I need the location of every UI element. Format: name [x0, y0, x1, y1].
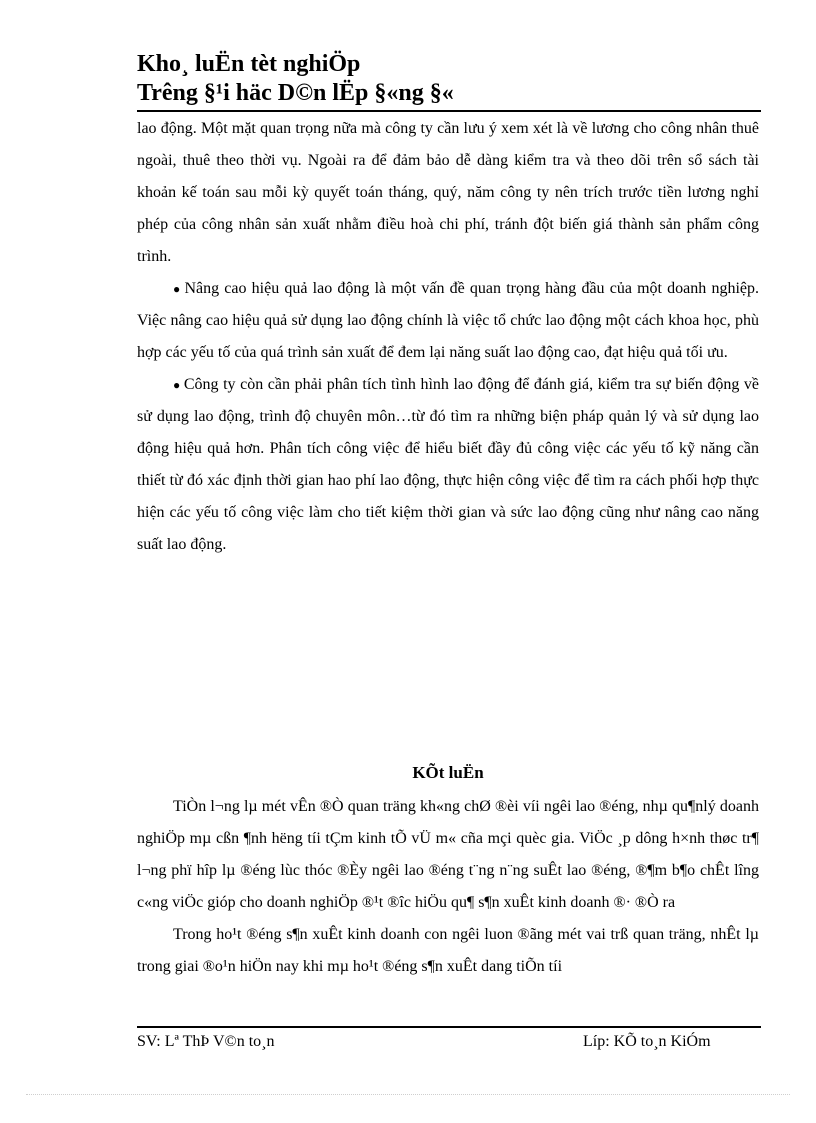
page-header — [137, 50, 761, 108]
header-divider — [137, 110, 761, 112]
footer-divider — [137, 1026, 761, 1028]
conclusion-paragraph-1: TiÒn l¬ng lµ mét vÊn ®Ò quan träng kh«ng chØ ®èi víi ngêi lao ®éng, nhµ qu¶nlý doanh nghiÖp mµ cßn ¶nh hëng tíi tÇm kinh tÕ vÜ m« cña mçi quèc gia. ViÖc ¸p dông h×nh thøc tr¶ l¬ng phï hîp lµ ®éng lùc thóc ®Èy ngêi lao ®éng t¨ng n¨ng suÊt lao ®éng, ®¶m b¶o chÊt lîng c«ng viÖc gióp cho doanh nghiÖp ®¹t ®îc hiÖu qu¶ s¶n xuÊt kinh doanh ®· ®Ò ra — [137, 798, 759, 911]
header-thesis-title: Kho¸ luËn tèt nghiÖp — [137, 51, 361, 77]
paragraph-labor-wage: lao động. Một mặt quan trọng nữa mà công ty cần lưu ý xem xét là về lương cho công nhân thuê ngoài, thuê theo thời vụ. Ngoài ra để đảm bảo dễ dàng kiểm tra và theo dõi trên sổ sách tài khoản kế toán sau mỗi kỳ quyết toán tháng, quý, năm công ty nên trích trước tiền lương nghỉ phép của công nhân sản xuất nhằm điều hoà chi phí, tránh đột biến giá thành sản phẩm công trình. — [137, 120, 759, 265]
paragraph-labor-efficiency-text: Nâng cao hiệu quả lao động là một vấn đề quan trọng hàng đầu của một doanh nghiệp. Việc nâng cao hiệu quả sử dụng lao động chính là việc tổ chức lao động một cách khoa học, phù hợp các yếu tố của quá trình sản xuất để đem lại năng suất lao động cao, đạt hiệu quả tối ưu. — [137, 280, 760, 361]
paragraph-labor-efficiency — [137, 273, 759, 369]
bullet-icon: ● — [173, 378, 181, 392]
footer-student-name: SV: Lª ThÞ V©n to¸n — [137, 1033, 275, 1050]
conclusion-heading: KÕt luËn — [412, 763, 484, 782]
conclusion-section — [137, 757, 759, 983]
footer-class-name: Líp: KÕ to¸n KiÓm — [583, 1033, 711, 1050]
bullet-icon: ● — [173, 282, 182, 296]
paragraph-labor-analysis-text: Công ty còn cần phải phân tích tình hình lao động để đánh giá, kiểm tra sự biến động về sử dụng lao động, trình độ chuyên môn…từ đó tìm ra những biện pháp quản lý và sử dụng lao động hiệu quả hơn. Phân tích công việc để hiểu biết đầy đủ công việc các yếu tố kỹ năng cần thiết từ đó xác định thời gian hao phí lao động, thực hiện công việc để tìm ra cách phối hợp thực hiện các yếu tố công việc làm cho tiết kiệm thời gian và sức lao động cũng như nâng cao năng suất lao động. — [137, 376, 760, 553]
page-bottom-edge — [26, 1094, 790, 1095]
paragraph-labor-analysis — [137, 369, 759, 561]
header-university-name: Trêng §¹i häc D©n lËp §«ng §« — [137, 80, 454, 106]
conclusion-paragraph-2: Trong ho¹t ®éng s¶n xuÊt kinh doanh con ngêi luon ®ãng mét vai trß quan träng, nhÊt lµ trong giai ®o¹n hiÖn nay khi mµ ho¹t ®éng s¶n xuÊt dang tiÕn tíi — [137, 926, 759, 975]
body-text — [137, 113, 759, 561]
